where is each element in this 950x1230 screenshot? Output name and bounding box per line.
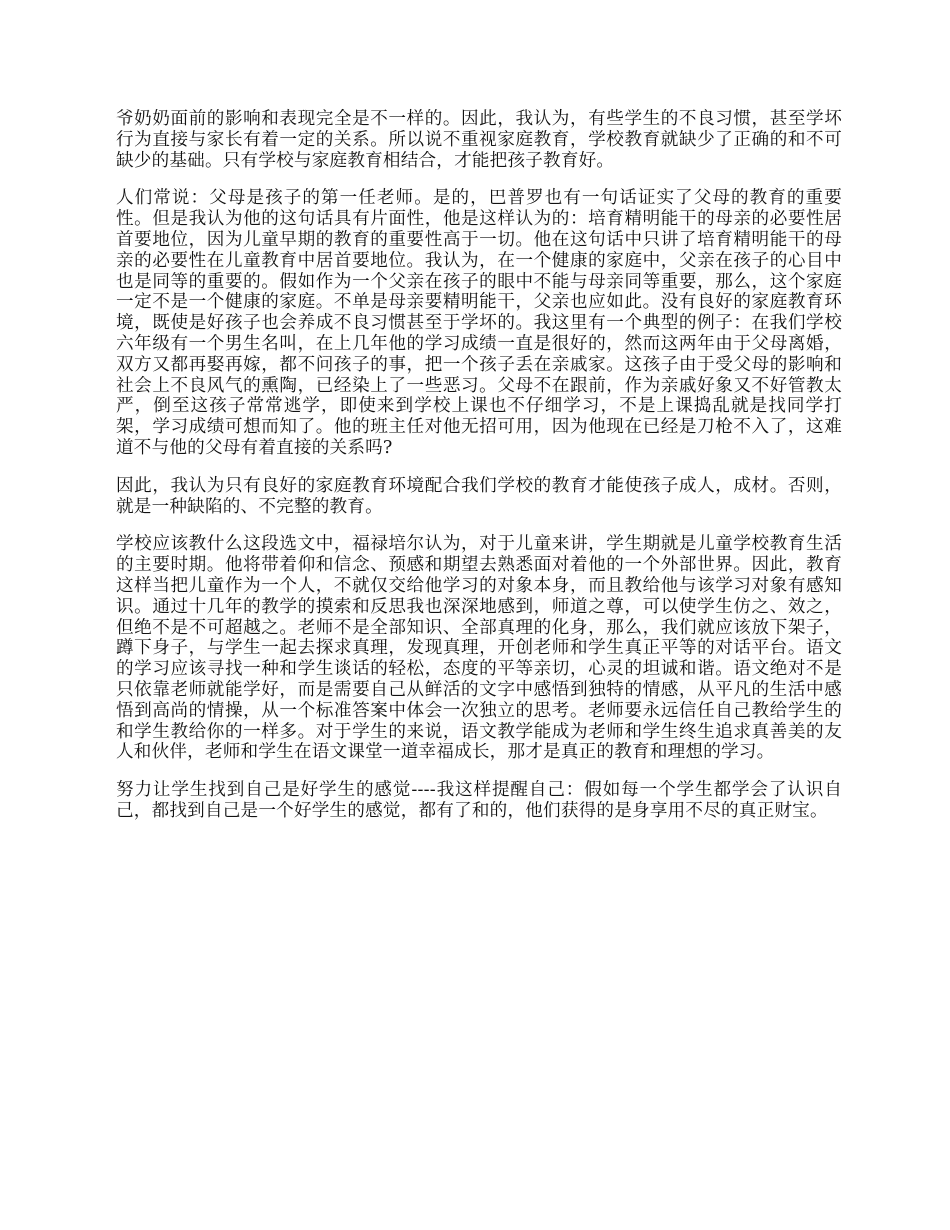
paragraph-3: 因此，我认为只有良好的家庭教育环境配合我们学校的教育才能使孩子成人，成材。否则，就是一种缺陷的、不完整的教育。 [116,475,842,517]
paragraph-4: 学校应该教什么这段选文中，福禄培尔认为，对于儿童来讲，学生期就是儿童学校教育生活的主要时期。他将带着仰和信念、预感和期望去熟悉面对着他的一个外部世界。因此，教育这样当把儿童作为一个人，不就仅交给他学习的对象本身，而且教给他与该学习对象有感知识。通过十几年的教学的摸索和反思我也深深地感到，师道之尊，可以使学生仿之、效之，但绝不是不可超越之。老师不是全部知识、全部真理的化身，那么，我们就应该放下架子，蹲下身子，与学生一起去探求真理，发现真理，开创老师和学生真正平等的对话平台。语文的学习应该寻找一种和学生谈话的轻松，态度的平等亲切，心灵的坦诚和谐。语文绝对不是只依靠老师就能学好，而是需要自己从鲜活的文字中感悟到独特的情感，从平凡的生活中感悟到高尚的情操，从一个标准答案中体会一次独立的思考。老师要永远信任自己教给学生的和学生教给你的一样多。对于学生的来说，语文教学能成为老师和学生终生追求真善美的友人和伙伴，老师和学生在语文课堂一道幸福成长，那才是真正的教育和理想的学习。 [116,534,842,763]
paragraph-1: 爷奶奶面前的影响和表现完全是不一样的。因此，我认为，有些学生的不良习惯，甚至学坏行为直接与家长有着一定的关系。所以说不重视家庭教育，学校教育就缺少了正确的和不可缺少的基础。只有学校与家庭教育相结合，才能把孩子教育好。 [116,109,842,171]
paragraph-5: 努力让学生找到自己是好学生的感觉----我这样提醒自己：假如每一个学生都学会了认识自己，都找到自己是一个好学生的感觉，都有了和的，他们获得的是身享用不尽的真正财宝。 [116,780,842,821]
paragraph-2: 人们常说：父母是孩子的第一任老师。是的，巴普罗也有一句话证实了父母的教育的重要性。但是我认为他的这句话具有片面性，他是这样认为的：培育精明能干的母亲的必要性居首要地位，因为儿童早期的教育的重要性高于一切。他在这句话中只讲了培育精明能干的母亲的必要性在儿童教育中居首要地位。我认为，在一个健康的家庭中，父亲在孩子的心目中也是同等的重要的。假如作为一个父亲在孩子的眼中不能与母亲同等重要，那么，这个家庭一定不是一个健康的家庭。不单是母亲要精明能干，父亲也应如此。没有良好的家庭教育环境，既使是好孩子也会养成不良习惯甚至于学坏的。我这里有一个典型的例子：在我们学校六年级有一个男生名叫，在上几年他的学习成绩一直是很好的，然而这两年由于父母离婚，双方又都再娶再嫁，都不问孩子的事，把一个孩子丢在亲戚家。这孩子由于受父母的影响和社会上不良风气的熏陶，已经染上了一些恶习。父母不在跟前，作为亲戚好象又不好管教太严，倒至这孩子常常逃学，即使来到学校上课也不仔细学习，不是上课捣乱就是找同学打架，学习成绩可想而知了。他的班主任对他无招可用，因为他现在已经是刀枪不入了，这难道不与他的父母有着直接的关系吗? [116,188,842,458]
document-body [116,109,842,839]
